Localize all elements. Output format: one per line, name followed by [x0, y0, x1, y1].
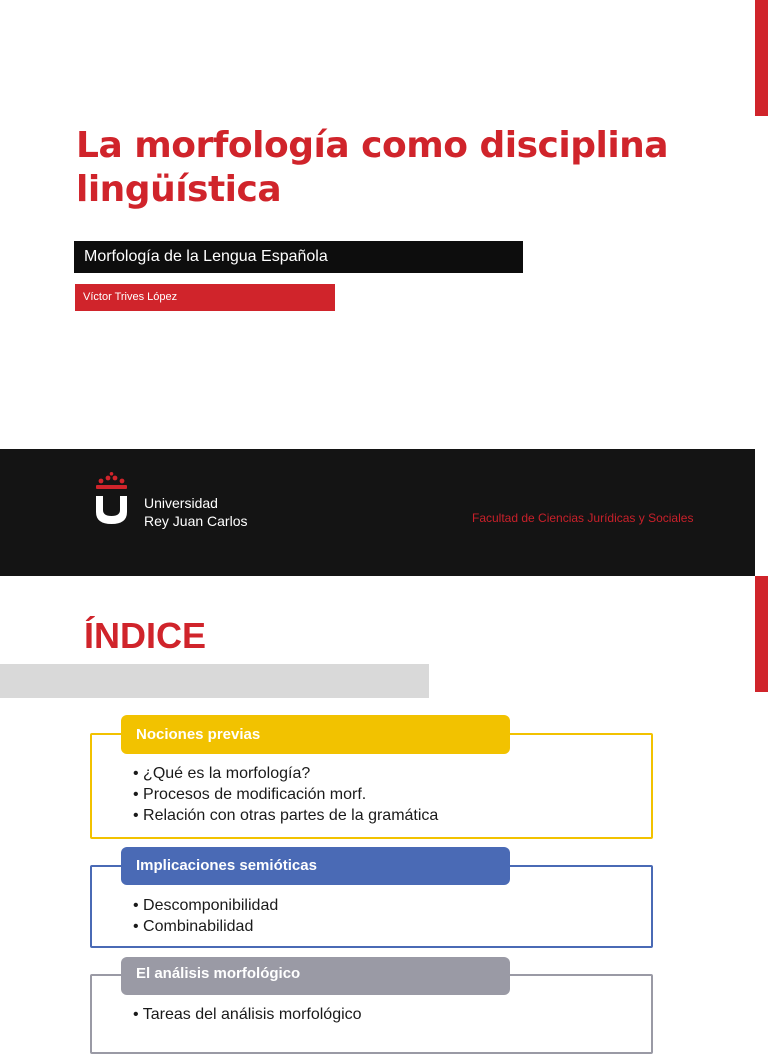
- list-item: • Procesos de modificación morf.: [133, 784, 438, 805]
- faculty-name: Facultad de Ciencias Jurídicas y Sociales: [472, 511, 694, 525]
- university-logo-icon: [92, 472, 132, 528]
- list-item: • ¿Qué es la morfología?: [133, 763, 438, 784]
- section-heading-nociones: Nociones previas: [121, 715, 510, 754]
- slide1-side-accent: [755, 0, 768, 576]
- presentation-title: La morfología como disciplina lingüística: [76, 125, 669, 210]
- list-item: • Relación con otras partes de la gramática: [133, 805, 438, 826]
- index-title: ÍNDICE: [84, 615, 207, 656]
- title-underline-band: [0, 664, 429, 698]
- section-heading-semioticas: Implicaciones semióticas: [121, 847, 510, 885]
- university-name: [144, 494, 248, 530]
- list-item: • Combinabilidad: [133, 916, 278, 937]
- section-list-semioticas: [133, 895, 278, 937]
- author-name: Víctor Trives López: [75, 284, 335, 311]
- university-name-line1: Universidad: [144, 495, 218, 511]
- list-item: • Tareas del análisis morfológico: [133, 1004, 362, 1025]
- section-list-analisis: [133, 1004, 362, 1025]
- course-subtitle: Morfología de la Lengua Española: [74, 241, 523, 273]
- section-heading-analisis: El análisis morfológico: [121, 957, 510, 995]
- list-item: • Descomponibilidad: [133, 895, 278, 916]
- section-list-nociones: [133, 763, 438, 826]
- university-name-line2: Rey Juan Carlos: [144, 513, 248, 529]
- slide2-side-accent: [755, 576, 768, 1024]
